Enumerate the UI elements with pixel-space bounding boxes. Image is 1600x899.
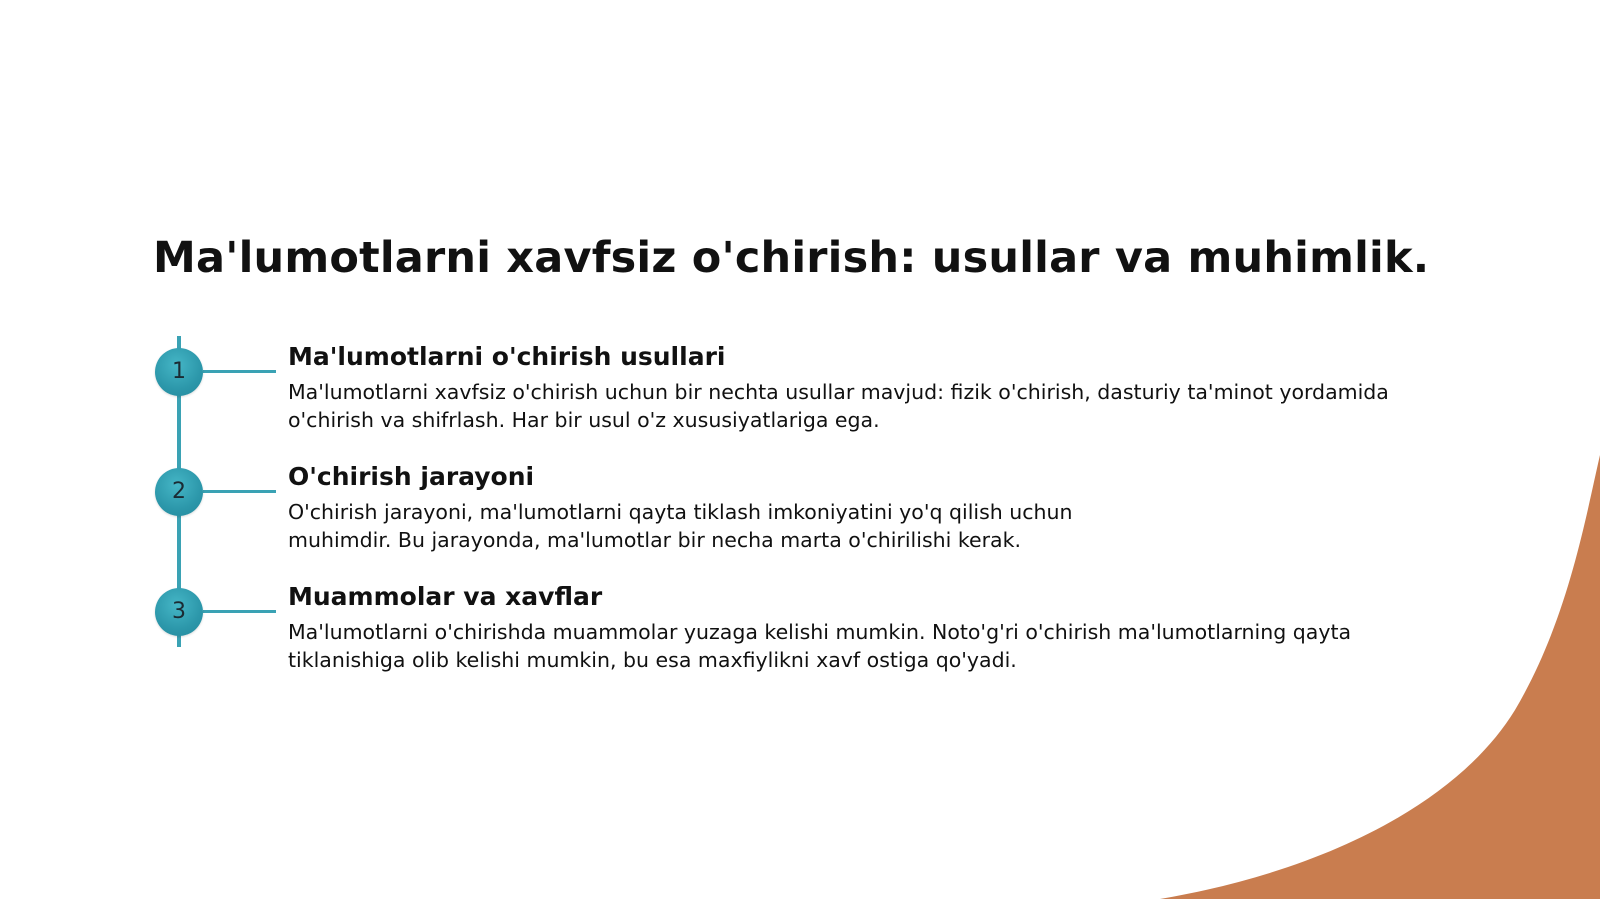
timeline-node-3: 3 — [155, 588, 203, 636]
timeline-connector-2 — [203, 490, 276, 493]
timeline-item-body-3: Ma'lumotlarni o'chirishda muammolar yuzaga kelishi mumkin. Noto'g'ri o'chirish ma'lumotlarning qayta tiklanishiga olib kelishi mumkin, bu esa maxfiylikni xavf ostiga qo'yadi. — [288, 620, 1352, 672]
timeline-connector-3 — [203, 610, 276, 613]
timeline-node-2: 2 — [155, 468, 203, 516]
timeline-item-body-1: Ma'lumotlarni xavfsiz o'chirish uchun bir nechta usullar mavjud: fizik o'chirish, dasturiy ta'minot yordamida o'chirish va shifrlash. Har bir usul o'z xususiyatlariga ega. — [288, 380, 1389, 432]
timeline-item-heading-1: Ma'lumotlarni o'chirish usullari — [288, 342, 726, 371]
timeline-connector-1 — [203, 370, 276, 373]
timeline-node-1: 1 — [155, 348, 203, 396]
timeline-item-heading-3: Muammolar va xavflar — [288, 582, 603, 611]
page-title: Ma'lumotlarni xavfsiz o'chirish: usullar va muhimlik. — [153, 233, 1430, 283]
timeline-item-body-2: O'chirish jarayoni, ma'lumotlarni qayta tiklash imkoniyatini yo'q qilish uchun muhimdir. Bu jarayonda, ma'lumotlar bir necha marta o'chirilishi kerak. — [288, 500, 1073, 552]
timeline-item-heading-2: O'chirish jarayoni — [288, 462, 535, 491]
